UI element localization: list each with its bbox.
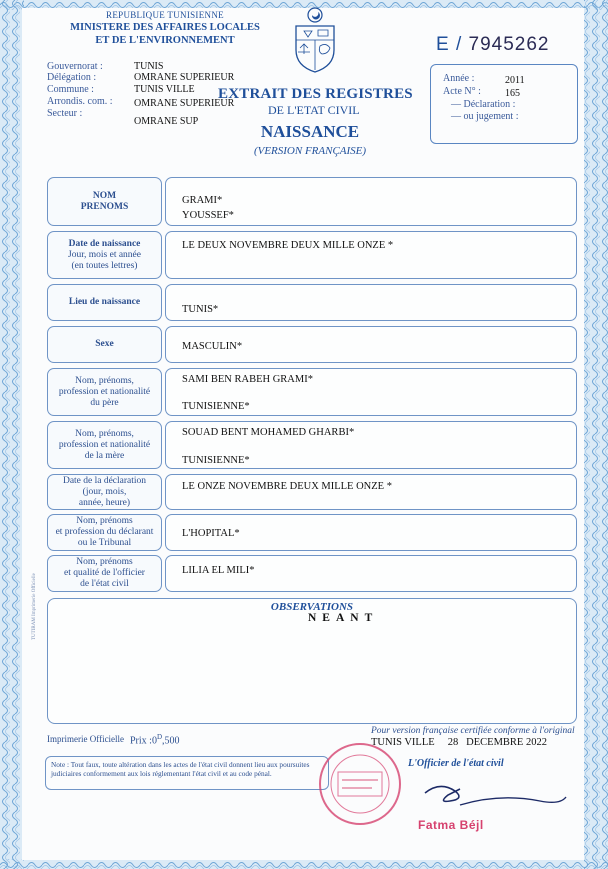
serial-digits: 7945262 (468, 34, 550, 55)
gouvernorat-label: Gouvernorat : (47, 61, 103, 72)
prix-text: Prix :0 (130, 735, 157, 747)
officier-signature-title: L'Officier de l'état civil (408, 758, 504, 769)
officier-value-box (165, 555, 577, 592)
sexe-value-box (165, 326, 577, 363)
secteur-value: OMRANE SUP (134, 116, 199, 127)
prenom-value: YOUSSEF* (182, 210, 234, 221)
row-date-naissance (47, 231, 577, 279)
prix-sup: D (156, 733, 163, 741)
jugement-label: — ou jugement : (451, 111, 519, 122)
officier-value: LILIA EL MILI* (182, 565, 255, 576)
nom-prenoms-value (165, 177, 577, 226)
title-extrait: EXTRAIT DES REGISTRES (218, 86, 413, 102)
place-date: TUNIS VILLE 28 DECEMBRE 2022 (371, 737, 547, 748)
declaration-label: — Déclaration : (451, 99, 516, 110)
declarant-label-1: Nom, prénoms (76, 516, 133, 526)
observations-value: NEANT (308, 612, 379, 624)
declarant-label-3: ou le Tribunal (77, 538, 132, 548)
pere-label-box (47, 368, 162, 416)
date-declaration-value: LE ONZE NOVEMBRE DEUX MILLE ONZE * (182, 481, 392, 492)
republique-heading: REPUBLIQUE TUNISIENNE (106, 10, 224, 20)
legal-note: Note : Tout faux, toute altération dans les actes de l'état civil donnent lieu aux poursuites judiciaires conformement aux lois réglementant l'état civil et au code pénal. (45, 756, 329, 790)
date-naissance-label (47, 231, 162, 279)
delegation-value: OMRANE SUPERIEUR (134, 72, 235, 83)
nom-prenoms-label (47, 177, 162, 226)
date-label-1: Date de naissance (68, 238, 141, 249)
prenoms-label: PRENOMS (80, 201, 129, 212)
municipal-stamp (316, 740, 404, 828)
row-officier (47, 555, 577, 592)
secteur-label: Secteur : (47, 108, 83, 119)
observations-box (47, 598, 577, 724)
acte-label: Acte N° : (443, 86, 481, 97)
annee-label: Année : (443, 73, 475, 84)
registre-box (430, 64, 578, 144)
title-etat-civil: DE L'ETAT CIVIL (268, 103, 360, 117)
date-naissance-value-box (165, 231, 577, 279)
arrondis-value: OMRANE SUPERIEUR (134, 98, 235, 109)
row-pere (47, 368, 577, 416)
row-mere (47, 421, 577, 469)
officier-label-2: et qualité de l'officier (64, 568, 145, 578)
row-declarant (47, 514, 577, 551)
pere-label-1: Nom, prénoms, (75, 375, 134, 386)
pere-label-3: du père (90, 397, 119, 408)
coat-of-arms-icon (290, 6, 340, 74)
prix-end: ,500 (162, 735, 180, 747)
date-declaration-label-box (47, 474, 162, 510)
decl-date-label-1: Date de la déclaration (62, 475, 147, 486)
pere-label-2: profession et nationalité (58, 386, 151, 397)
mere-label-box (47, 421, 162, 469)
mere-label-1: Nom, prénoms, (75, 428, 134, 439)
nom-value: GRAMI* (182, 195, 223, 206)
officier-label-1: Nom, prénoms (76, 557, 133, 567)
pere-nom-value: SAMI BEN RABEH GRAMI* (182, 374, 313, 385)
row-sexe (47, 326, 577, 363)
commune-value: TUNIS VILLE (134, 84, 195, 95)
observations-title: OBSERVATIONS (270, 601, 354, 613)
sexe-label: Sexe (95, 339, 114, 349)
row-nom-prenoms (47, 177, 577, 226)
date-declaration-value-box (165, 474, 577, 510)
mere-value-box (165, 421, 577, 469)
declarant-value: L'HOPITAL* (182, 528, 240, 539)
pere-value-box (165, 368, 577, 416)
acte-value: 165 (505, 88, 520, 99)
sexe-label-box (47, 326, 162, 363)
sexe-value: MASCULIN* (182, 341, 243, 352)
pere-nationalite-value: TUNISIENNE* (182, 401, 250, 412)
row-lieu (47, 284, 577, 321)
delegation-label: Délégation : (47, 72, 97, 83)
lieu-value-box (165, 284, 577, 321)
decl-date-label-3: année, heure) (78, 497, 131, 508)
title-version: (VERSION FRANÇAISE) (253, 145, 367, 157)
gouvernorat-value: TUNIS (134, 61, 164, 72)
commune-label: Commune : (47, 84, 94, 95)
ministere-heading (40, 21, 290, 47)
date-naissance-value: LE DEUX NOVEMBRE DEUX MILLE ONZE * (182, 240, 394, 251)
date-label-2: Jour, mois et année (68, 249, 141, 260)
declarant-value-box (165, 514, 577, 551)
serial-number (436, 34, 549, 56)
annee-value: 2011 (505, 75, 525, 86)
declarant-label-box (47, 514, 162, 551)
date-label-3: (en toutes lettres) (71, 260, 138, 271)
side-imprint: TUTIRAM Imprimerie Officielle (32, 573, 37, 640)
serial-prefix: E / (436, 34, 463, 55)
arrondis-label: Arrondis. com. : (47, 96, 113, 107)
certification-text: Pour version française certifiée conforme à l'original (371, 726, 575, 736)
decl-date-label-2: (jour, mois, (82, 486, 127, 497)
mere-nom-value: SOUAD BENT MOHAMED GHARBI* (182, 427, 355, 438)
ministere-line-1: MINISTERE DES AFFAIRES LOCALES (70, 22, 260, 33)
prix-label (130, 733, 180, 746)
mere-label-3: de la mère (84, 450, 125, 461)
lieu-label: Lieu de naissance (68, 297, 141, 307)
mere-label-2: profession et nationalité (58, 439, 151, 450)
lieu-label-box (47, 284, 162, 321)
imprimerie-label: Imprimerie Officielle (47, 734, 125, 744)
row-date-declaration (47, 474, 577, 510)
ministere-line-2: ET DE L'ENVIRONNEMENT (95, 35, 235, 46)
officier-label-box (47, 555, 162, 592)
declarant-label-2: et profession du déclarant (55, 527, 154, 537)
mere-nationalite-value: TUNISIENNE* (182, 455, 250, 466)
lieu-value: TUNIS* (182, 304, 219, 315)
signature-scribble (420, 775, 570, 815)
nom-label: NOM (92, 190, 117, 201)
officier-label-3: de l'état civil (80, 579, 129, 589)
title-naissance: NAISSANCE (260, 122, 360, 141)
officer-signature-name: Fatma Béjl (418, 818, 484, 832)
